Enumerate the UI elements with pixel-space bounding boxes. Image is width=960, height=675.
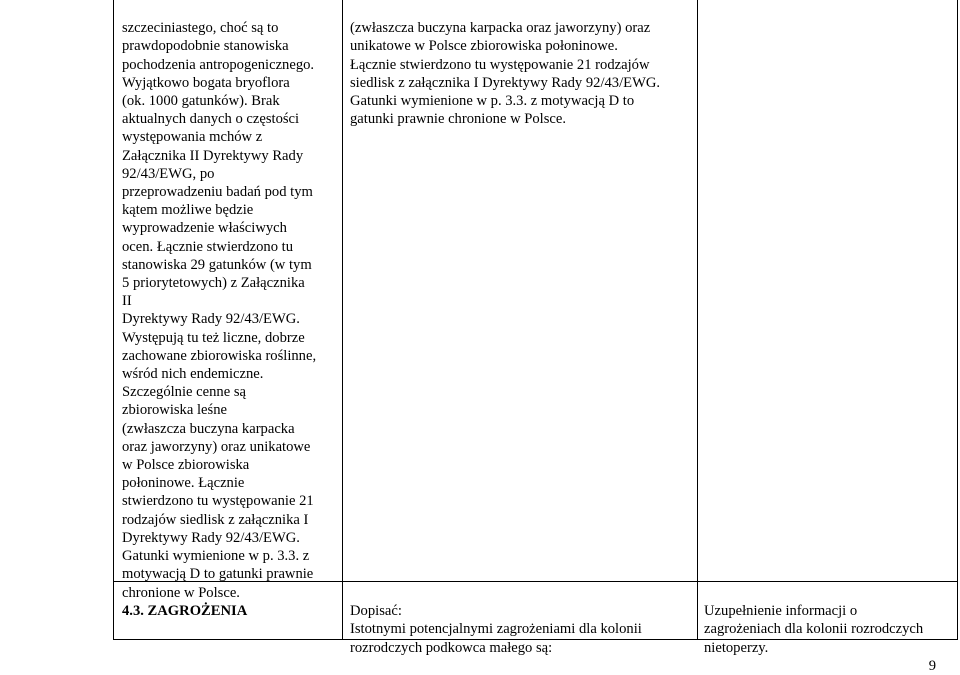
table-border-left — [113, 0, 114, 640]
row2-col3-cell — [704, 584, 954, 675]
row1-col2-cell — [350, 1, 695, 147]
table-divider-col1 — [342, 0, 343, 640]
table-divider-col2 — [697, 0, 698, 640]
row1-col1-text: szczeciniastego, choć są to prawdopodobnie stanowiska pochodzenia antropogenicznego. Wyjątkowo bogata bryoflora (ok. 1000 gatunków). Brak aktualnych danych o częstości występowania mchów z Załącznika II Dyrektywy Rady 92/43/EWG, po przeprowadzeniu badań pod tym kątem możliwe będzie wyprowadzenie właściwych ocen. Łącznie stwierdzono tu stanowiska 29 gatunków (w tym 5 priorytetowych) z Załącznika II Dyrektywy Rady 92/43/EWG. Występują tu też liczne, dobrze zachowane zbiorowiska roślinne, wśród nich endemiczne. Szczególnie cenne są zbiorowiska leśne (zwłaszcza buczyna karpacka oraz jaworzyny) oraz unikatowe w Polsce zbiorowiska połoninowe. Łącznie stwierdzono tu występowanie 21 rodzajów siedlisk z załącznika I Dyrektywy Rady 92/43/EWG. Gatunki wymienione w p. 3.3. z motywacją D to gatunki prawnie chronione w Polsce. — [122, 20, 317, 601]
row1-col3-cell — [704, 1, 954, 37]
row2-col2-cell — [350, 584, 695, 675]
table-border-right — [957, 0, 958, 640]
row1-col2-text: (zwłaszcza buczyna karpacka oraz jaworzyny) oraz unikatowe w Polsce zbiorowiska połoninowe. Łącznie stwierdzono tu występowanie 21 rodzajów siedlisk z załącznika I Dyrektywy Rady 92/43/EWG. Gatunki wymienione w p. 3.3. z motywacją D to gatunki prawnie chronione w Polsce. — [350, 20, 661, 128]
row2-col2-text: Dopisać: Istotnymi potencjalnymi zagrożeniami dla kolonii rozrodczych podkowca małego są: — [350, 603, 642, 656]
page-number: 9 — [928, 658, 936, 674]
section-heading-threats: 4.3. ZAGROŻENIA — [122, 603, 248, 620]
row2-col1-cell — [122, 584, 340, 639]
row2-col3-text: Uzupełnienie informacji o zagrożeniach dla kolonii rozrodczych nietoperzy. — [704, 603, 924, 656]
row1-col1-cell — [122, 1, 340, 620]
